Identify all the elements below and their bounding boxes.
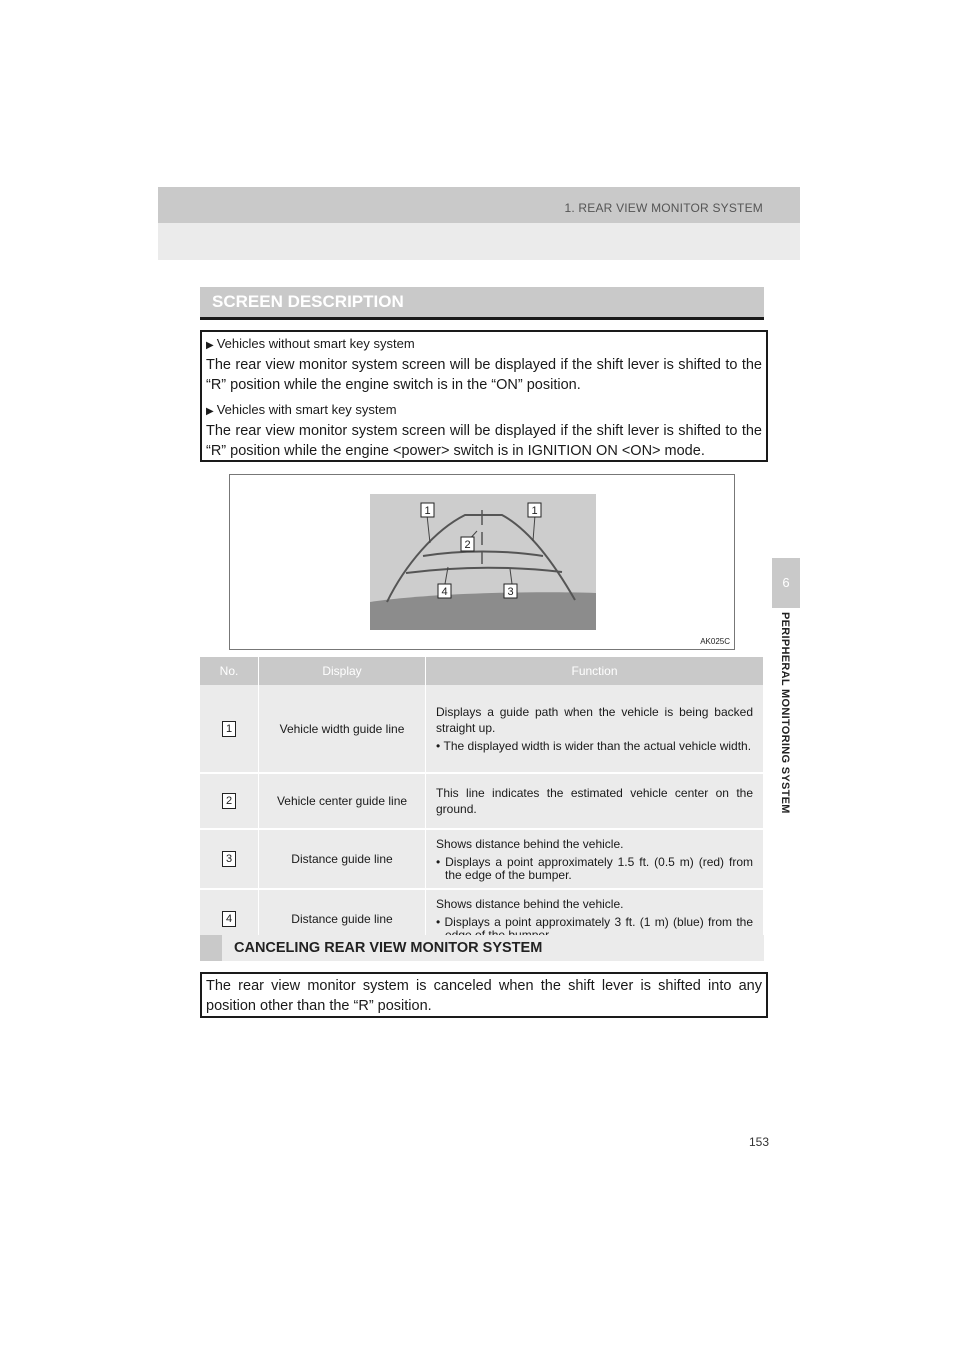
heading-marker [200, 935, 222, 961]
triangle-bullet-icon: ▶ [206, 406, 214, 417]
row-number-cell [200, 773, 259, 829]
row-number: 4 [222, 911, 236, 927]
function-text: Shows distance behind the vehicle. [436, 897, 624, 911]
function-bullet: • Displays a point approximately 1.5 ft. (0.5 m) (red) from the edge of the bumper. [436, 855, 753, 882]
row-number-cell [200, 829, 259, 889]
case-label: ▶ Vehicles with smart key system [206, 402, 397, 417]
function-cell [426, 685, 764, 773]
function-bullet: • The displayed width is wider than the actual vehicle width. [436, 739, 752, 753]
row-number: 3 [222, 851, 236, 867]
column-header: No. [200, 657, 259, 685]
chapter-tab-label: PERIPHERAL MONITORING SYSTEM [779, 612, 791, 814]
callout-number: 4 [441, 586, 448, 598]
triangle-bullet-icon: ▶ [206, 340, 214, 351]
column-header: Function [426, 657, 764, 685]
function-cell [426, 829, 764, 889]
case-text: The rear view monitor system screen will be displayed if the shift lever is shifted to the “R” position while the engine switch is in the “ON” position. [206, 357, 762, 393]
display-cell: Distance guide line [259, 829, 426, 889]
chapter-tab-number: 6 [772, 558, 800, 608]
function-text: Displays a guide path when the vehicle is being backed straight up. [436, 705, 753, 735]
cancel-text: The rear view monitor system is canceled when the shift lever is shifted into any position other than the “R” position. [206, 978, 762, 1014]
display-cell: Vehicle width guide line [259, 685, 426, 773]
table-header-row [200, 657, 764, 685]
cancel-description-box [200, 972, 768, 1018]
callout-number: 2 [464, 539, 471, 551]
table-row [200, 773, 764, 829]
callout-number: 1 [531, 505, 538, 517]
table-row [200, 829, 764, 889]
display-cell: Distance guide line [259, 889, 426, 949]
section-heading [200, 287, 764, 320]
function-bullet: • Displays a point approximately 3 ft. (1 m) (blue) from the [436, 915, 753, 929]
description-box [200, 330, 768, 462]
function-table [200, 657, 764, 950]
section-title: SCREEN DESCRIPTION [212, 292, 404, 311]
subsection-heading [200, 935, 764, 961]
rear-view-illustration [230, 475, 734, 649]
case-label: ▶ Vehicles without smart key system [206, 336, 415, 351]
function-text: Shows distance behind the vehicle. [436, 837, 624, 851]
row-number-cell [200, 685, 259, 773]
function-text: This line indicates the estimated vehicle center on the ground. [436, 786, 753, 816]
callout-number: 3 [507, 586, 514, 598]
column-header: Display [259, 657, 426, 685]
row-number: 1 [222, 721, 236, 737]
display-cell: Vehicle center guide line [259, 773, 426, 829]
subsection-title: CANCELING REAR VIEW MONITOR SYSTEM [234, 940, 543, 956]
case-text: The rear view monitor system screen will be displayed if the shift lever is shifted to the “R” position while the engine <power> switch is in IGNITION ON <ON> mode. [206, 423, 762, 459]
chapter-title: 1. REAR VIEW MONITOR SYSTEM [564, 201, 763, 215]
function-cell [426, 773, 764, 829]
table-row [200, 685, 764, 773]
monitor-screen-figure [229, 474, 735, 650]
row-number: 2 [222, 793, 236, 809]
page-number: 153 [749, 1135, 770, 1149]
figure-code: AK025C [700, 637, 730, 646]
callout-number: 1 [424, 505, 431, 517]
